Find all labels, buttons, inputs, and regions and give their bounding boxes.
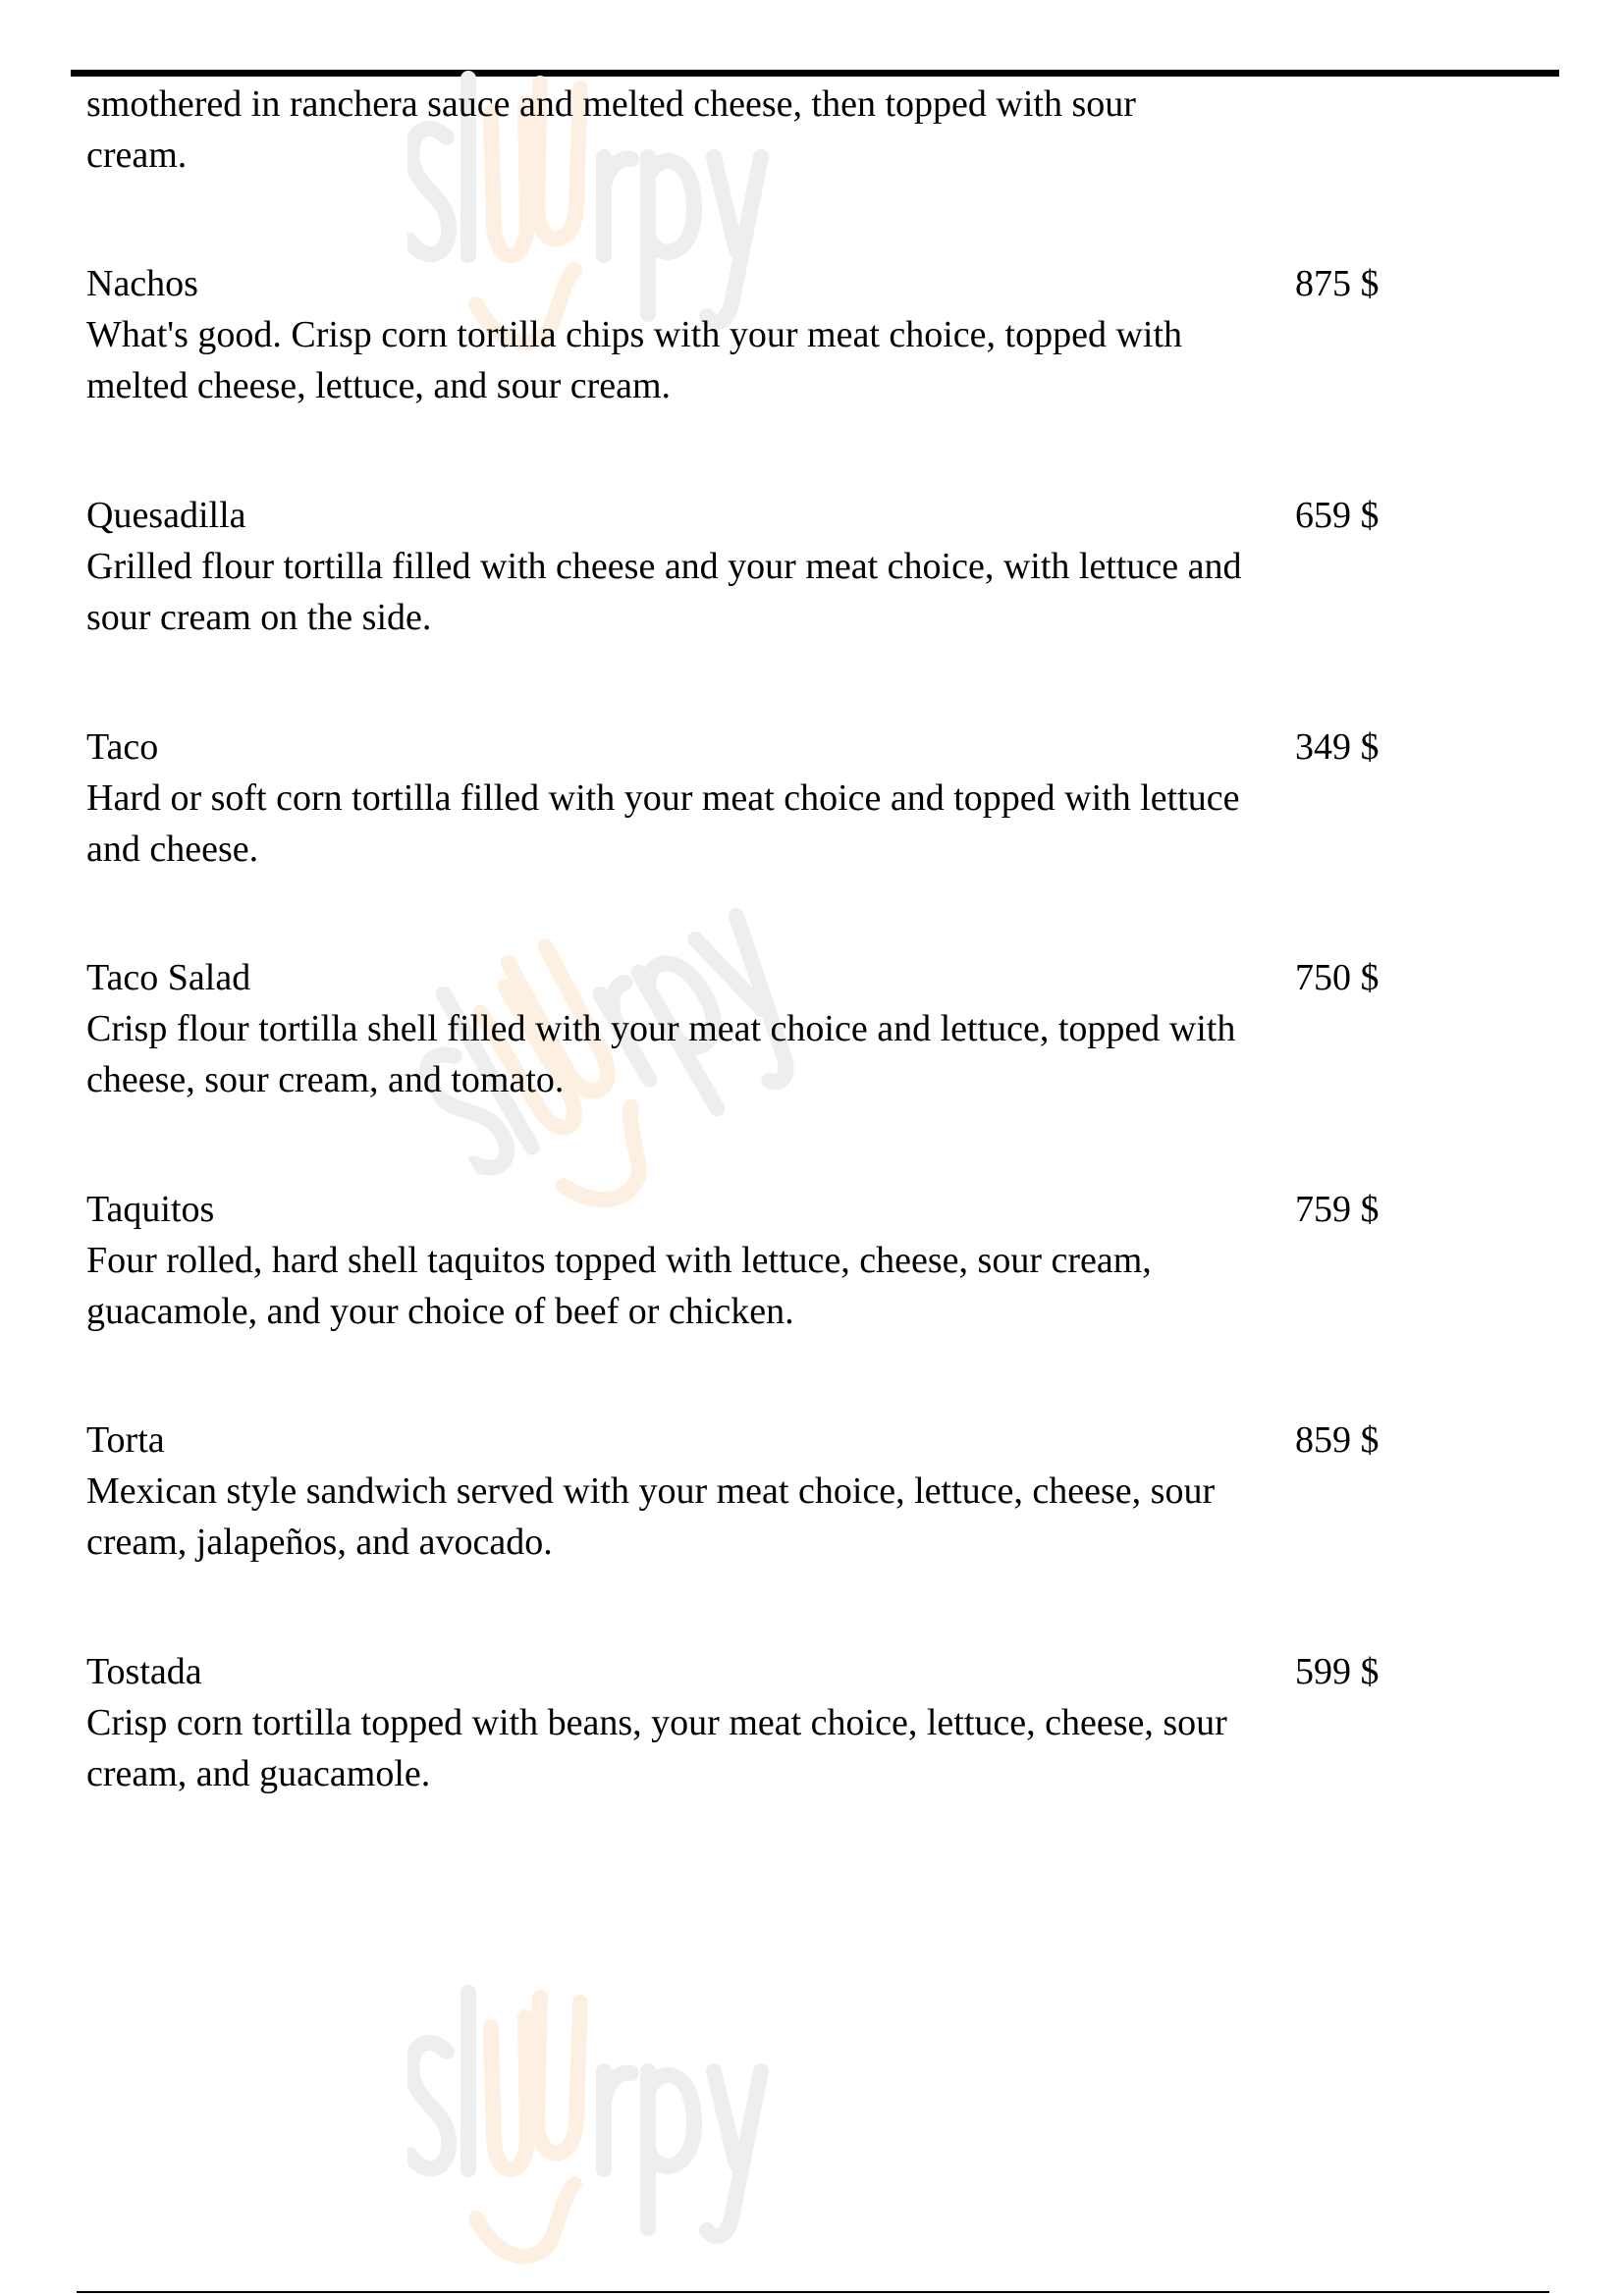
menu-item <box>86 1415 1500 1568</box>
item-price: 875 $ <box>1295 263 1380 304</box>
item-price: 659 $ <box>1295 495 1380 536</box>
item-price: 750 $ <box>1295 957 1380 998</box>
item-name: Quesadilla <box>86 495 246 536</box>
item-description: Hard or soft corn tortilla filled with your meat choice and topped with lettuce and cheese. <box>86 777 1240 870</box>
menu-item <box>86 1646 1500 1799</box>
continued-description: smothered in ranchera sauce and melted cheese, then topped with sour cream. <box>86 83 1136 176</box>
item-description: Grilled flour tortilla filled with cheese and your meat choice, with lettuce and sour cream on the side. <box>86 546 1242 638</box>
menu-item <box>86 258 1500 411</box>
bottom-divider <box>77 2291 1549 2293</box>
item-description: Mexican style sandwich served with your meat choice, lettuce, cheese, sour cream, jalapeños, and avocado. <box>86 1470 1216 1563</box>
menu-item <box>86 1184 1500 1337</box>
item-name: Tostada <box>86 1651 202 1692</box>
item-name: Taquitos <box>86 1189 215 1230</box>
item-name: Nachos <box>86 263 198 304</box>
menu-item <box>86 721 1500 875</box>
item-price: 599 $ <box>1295 1651 1380 1692</box>
menu-item <box>86 490 1500 643</box>
item-price: 859 $ <box>1295 1419 1380 1461</box>
item-description: What's good. Crisp corn tortilla chips with your meat choice, topped with melted cheese, lettuce, and sour cream. <box>86 314 1183 406</box>
item-name: Taco <box>86 726 159 768</box>
item-name: Taco Salad <box>86 957 251 998</box>
item-description: Four rolled, hard shell taquitos topped with lettuce, cheese, sour cream, guacamole, and your choice of beef or chicken. <box>86 1240 1152 1332</box>
menu-item <box>86 952 1500 1105</box>
item-price: 349 $ <box>1295 726 1380 768</box>
sluurpy-watermark-logo <box>407 1973 820 2287</box>
item-name: Torta <box>86 1419 165 1461</box>
sluurpy-logo-graphic <box>407 1973 820 2287</box>
item-description: Crisp flour tortilla shell filled with your meat choice and lettuce, topped with cheese, sour cream, and tomato. <box>86 1008 1236 1100</box>
item-price: 759 $ <box>1295 1189 1380 1230</box>
item-description: Crisp corn tortilla topped with beans, your meat choice, lettuce, cheese, sour cream, and guacamole. <box>86 1702 1227 1794</box>
